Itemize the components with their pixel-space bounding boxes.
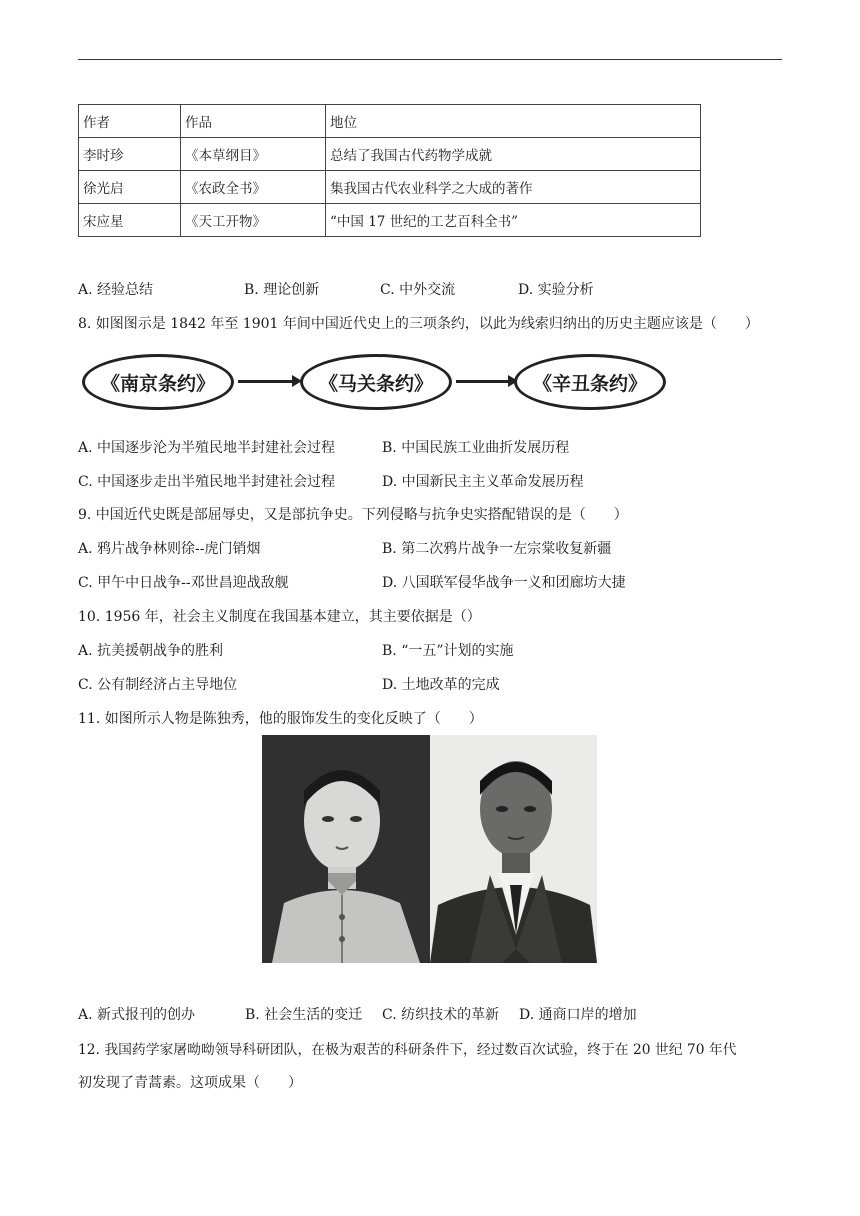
table-cell: 集我国古代农业科学之大成的著作 — [326, 171, 701, 204]
q11-option-a: A. 新式报刊的创办 — [78, 1007, 196, 1023]
table-cell: 《农政全书》 — [181, 171, 326, 204]
q7-option-a: A. 经验总结 — [78, 282, 154, 298]
table-cell: 《天工开物》 — [181, 204, 326, 237]
header-rule — [78, 59, 782, 60]
table-row — [79, 171, 701, 204]
treaty-oval-maguan: 《马关条约》 — [300, 354, 452, 410]
q9-option-b: B. 第二次鸦片战争一左宗棠收复新疆 — [382, 541, 612, 557]
table-cell: “中国 17 世纪的工艺百科全书” — [326, 204, 701, 237]
table-cell: 徐光启 — [79, 171, 181, 204]
treaty-oval-nanjing: 《南京条约》 — [82, 354, 234, 410]
chen-duxiu-photos — [262, 735, 597, 963]
q9-stem: 9. 中国近代史既是部屈辱史，又是部抗争史。下列侵略与抗争史实搭配错误的是（ ） — [78, 507, 628, 523]
portrait-western-image — [430, 735, 597, 963]
table-cell: 宋应星 — [79, 204, 181, 237]
table-header-cell: 作品 — [181, 105, 326, 138]
photo-traditional-attire — [262, 735, 430, 963]
arrow-right-icon — [456, 380, 510, 383]
works-table — [78, 104, 701, 237]
q12-stem-line1: 12. 我国药学家屠呦呦领导科研团队，在极为艰苦的科研条件下，经过数百次试验，终于在 20 世纪 70 年代 — [78, 1042, 737, 1058]
q11-option-d: D. 通商口岸的增加 — [519, 1007, 637, 1023]
q8-option-c: C. 中国逐步走出半殖民地半封建社会过程 — [78, 474, 336, 490]
q9-option-a: A. 鸦片战争林则徐--虎门销烟 — [78, 541, 261, 557]
q11-stem: 11. 如图所示人物是陈独秀，他的服饰发生的变化反映了（ ） — [78, 711, 483, 727]
q11-option-b: B. 社会生活的变迁 — [245, 1007, 363, 1023]
q11-option-c: C. 纺织技术的革新 — [382, 1007, 500, 1023]
q7-option-c: C. 中外交流 — [380, 282, 456, 298]
q7-option-b: B. 理论创新 — [244, 282, 320, 298]
q9-option-d: D. 八国联军侵华战争一义和团廊坊大捷 — [382, 575, 626, 591]
q10-option-a: A. 抗美援朝战争的胜利 — [78, 643, 224, 659]
table-cell: 《本草纲目》 — [181, 138, 326, 171]
q8-option-d: D. 中国新民主主义革命发展历程 — [382, 474, 584, 490]
table-header-row — [79, 105, 701, 138]
q8-stem: 8. 如图图示是 1842 年至 1901 年间中国近代史上的三项条约，以此为线索归纳出的历史主题应该是（ ） — [78, 316, 759, 332]
table-header-cell: 地位 — [326, 105, 701, 138]
table-cell: 总结了我国古代药物学成就 — [326, 138, 701, 171]
q12-stem-line2: 初发现了青蒿素。这项成果（ ） — [78, 1075, 302, 1091]
table-row — [79, 204, 701, 237]
q8-option-b: B. 中国民族工业曲折发展历程 — [382, 440, 570, 456]
treaty-diagram — [82, 350, 672, 416]
q7-option-d: D. 实验分析 — [518, 282, 594, 298]
arrow-right-icon — [238, 380, 294, 383]
q10-option-d: D. 土地改革的完成 — [382, 677, 500, 693]
treaty-oval-xinchou: 《辛丑条约》 — [514, 354, 666, 410]
table-header-cell: 作者 — [79, 105, 181, 138]
q10-option-c: C. 公有制经济占主导地位 — [78, 677, 238, 693]
q10-stem: 10. 1956 年，社会主义制度在我国基本建立，其主要依据是（） — [78, 609, 481, 625]
q8-option-a: A. 中国逐步沦为半殖民地半封建社会过程 — [78, 440, 336, 456]
q9-option-c: C. 甲午中日战争--邓世昌迎战敌舰 — [78, 575, 289, 591]
table-row — [79, 138, 701, 171]
q10-option-b: B. “一五”计划的实施 — [382, 643, 514, 659]
table-cell: 李时珍 — [79, 138, 181, 171]
photo-western-suit — [430, 735, 597, 963]
portrait-traditional-image — [262, 735, 430, 963]
